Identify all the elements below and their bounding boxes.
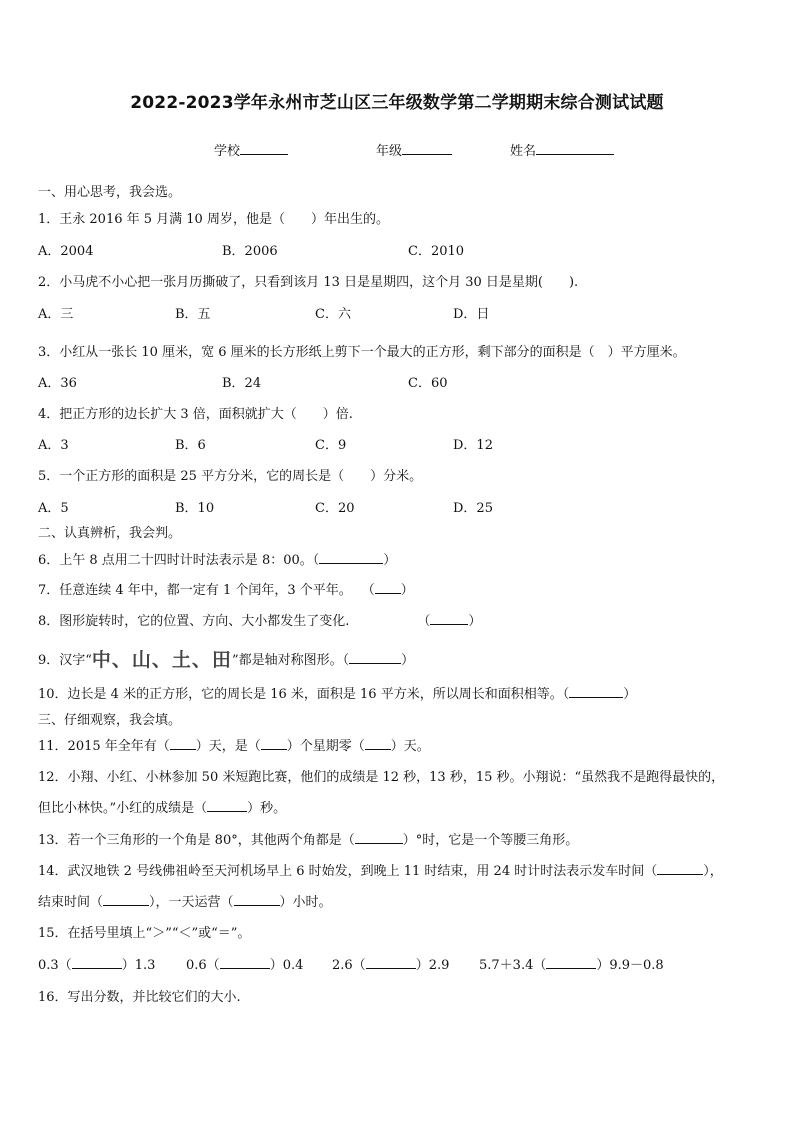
q2-option-a[interactable]: A．三 xyxy=(38,307,74,322)
question-13-part-1: 13．若一个三角形的一个角是 80°，其他两个角都是（ xyxy=(38,833,355,848)
q14-blank-hours[interactable] xyxy=(234,893,280,906)
q3-option-b[interactable]: B．24 xyxy=(222,376,262,391)
q5-option-b[interactable]: B．10 xyxy=(175,501,215,516)
q15-item-4: 5.7＋3.4（ ）9.9－0.8 xyxy=(479,958,664,973)
q4-option-a[interactable]: A．3 xyxy=(38,438,69,453)
q1-option-b[interactable]: B．2006 xyxy=(222,244,278,259)
q12-answer-blank[interactable] xyxy=(207,799,247,812)
q1-option-c[interactable]: C．2010 xyxy=(408,244,465,259)
question-14-part-4: ），一天运营（ xyxy=(149,895,234,910)
question-7-text: 7．任意连续 4 年中，都一定有 1 个闰年，3 个平年。 xyxy=(38,583,352,598)
grade-field xyxy=(376,140,452,159)
section-1-heading: 一、用心思考，我会选。 xyxy=(38,185,182,200)
question-11-part-4: ）天。 xyxy=(390,739,430,754)
question-8-text: 8．图形旋转时，它的位置、方向、大小都发生了变化. xyxy=(38,614,350,629)
question-3: 3．小红从一张长 10 厘米，宽 6 厘米的长方形纸上剪下一个最大的正方形，剩下部分的面积是（ ）平方厘米。 xyxy=(38,345,686,360)
question-16: 16．写出分数，并比较它们的大小. xyxy=(38,990,241,1005)
question-12-part-2: ）秒。 xyxy=(247,801,287,816)
question-11 xyxy=(38,735,430,754)
name-field xyxy=(510,140,614,159)
q14-blank-start-time[interactable] xyxy=(657,862,703,875)
grade-label: 年级 xyxy=(376,144,403,159)
q2-option-b[interactable]: B．五 xyxy=(175,307,211,322)
q2-option-c[interactable]: C．六 xyxy=(315,307,351,322)
question-9: 9．汉字“中、山、土、田”都是轴对称图形。（ ） xyxy=(38,649,415,671)
q15-item-2: 0.6（ ）0.4 xyxy=(186,958,304,973)
q5-option-a[interactable]: A．5 xyxy=(38,501,69,516)
q15-blank-1[interactable] xyxy=(72,956,122,969)
school-label: 学校 xyxy=(214,144,241,159)
question-14-line-1 xyxy=(38,860,723,879)
question-12-line-2 xyxy=(38,797,286,816)
page-title: 2022-2023学年永州市芝山区三年级数学第二学期期末综合测试试题 xyxy=(130,93,664,113)
question-15: 15．在括号里填上“＞”“＜”或“＝”。 xyxy=(38,926,251,941)
section-3-heading: 三、仔细观察，我会填。 xyxy=(38,713,182,728)
question-6-text: 6．上午 8 点用二十四时计时法表示是 8：00。 xyxy=(38,553,313,568)
q4-option-b[interactable]: B．6 xyxy=(175,438,206,453)
name-blank[interactable] xyxy=(536,140,614,155)
question-14-part-5: ）小时。 xyxy=(279,895,332,910)
question-10-text: 10．边长是 4 米的正方形，它的周长是 16 米，面积是 16 平方米，所以周长和面积相等。 xyxy=(38,687,563,702)
q15-blank-4[interactable] xyxy=(546,956,596,969)
question-7: 7．任意连续 4 年中，都一定有 1 个闰年，3 个平年。 （ ） xyxy=(38,583,414,598)
question-2: 2．小马虎不小心把一张月历撕破了，只看到该月 13 日是星期四，这个月 30 日是星期( ). xyxy=(38,275,579,290)
q3-option-c[interactable]: C．60 xyxy=(408,376,448,391)
question-14-part-2: ）， xyxy=(703,864,723,879)
question-11-part-1: 11．2015 年全年有（ xyxy=(38,739,170,754)
q11-blank-weeks[interactable] xyxy=(261,737,287,750)
q3-option-a[interactable]: A．36 xyxy=(38,376,77,391)
question-12-line-1: 12．小翔、小红、小林参加 50 米短跑比赛，他们的成绩是 12 秒，13 秒，15 秒。小翔说：“虽然我不是跑得最快的， xyxy=(38,770,725,785)
q10-answer-blank[interactable] xyxy=(569,685,623,698)
q2-option-d[interactable]: D．日 xyxy=(453,307,490,322)
question-11-part-3: ）个星期零（ xyxy=(286,739,365,754)
question-13 xyxy=(38,829,578,848)
name-label: 姓名 xyxy=(510,144,537,159)
question-9-suffix: ”都是轴对称图形。 xyxy=(231,653,343,668)
question-12-part-1: 但比小林快。”小红的成绩是（ xyxy=(38,801,208,816)
q7-answer-blank[interactable] xyxy=(375,581,401,594)
question-5: 5．一个正方形的面积是 25 平方分米，它的周长是（ ）分米。 xyxy=(38,469,423,484)
question-10: 10．边长是 4 米的正方形，它的周长是 16 米，面积是 16 平方米，所以周长和面积相等。（ ） xyxy=(38,687,637,702)
grade-blank[interactable] xyxy=(402,140,452,155)
question-6: 6．上午 8 点用二十四时计时法表示是 8：00。（ ） xyxy=(38,553,397,568)
question-1: 1．王永 2016 年 5 月满 10 周岁，他是（ ）年出生的。 xyxy=(38,212,389,227)
q5-option-d[interactable]: D．25 xyxy=(453,501,493,516)
q9-chinese-characters: 中、山、土、田 xyxy=(91,649,232,671)
q15-item-3: 2.6（ ）2.9 xyxy=(332,958,450,973)
q4-option-d[interactable]: D．12 xyxy=(453,438,493,453)
q1-option-a[interactable]: A．2004 xyxy=(38,244,94,259)
question-4: 4．把正方形的边长扩大 3 倍，面积就扩大（ ）倍. xyxy=(38,407,353,422)
section-2-heading: 二、认真辨析，我会判。 xyxy=(38,526,182,541)
q13-answer-blank[interactable] xyxy=(355,831,403,844)
question-14-part-1: 14．武汉地铁 2 号线佛祖岭至天河机场早上 6 时始发，到晚上 11 时结束，用 24 时计时法表示发车时间（ xyxy=(38,864,658,879)
question-9-prefix: 9．汉字“ xyxy=(38,653,92,668)
question-14-line-2 xyxy=(38,891,332,910)
question-14-part-3: 结束时间（ xyxy=(38,895,104,910)
question-11-part-2: ）天，是（ xyxy=(195,739,261,754)
q11-blank-days[interactable] xyxy=(170,737,196,750)
school-blank[interactable] xyxy=(240,140,288,155)
question-8: 8．图形旋转时，它的位置、方向、大小都发生了变化. （ ） xyxy=(38,614,482,629)
q5-option-c[interactable]: C．20 xyxy=(315,501,355,516)
q4-option-c[interactable]: C．9 xyxy=(315,438,347,453)
q8-answer-blank[interactable] xyxy=(430,612,468,625)
q14-blank-end-time[interactable] xyxy=(103,893,149,906)
question-13-part-2: ）°时，它是一个等腰三角形。 xyxy=(402,833,579,848)
school-field xyxy=(214,140,288,159)
q15-blank-2[interactable] xyxy=(220,956,270,969)
q6-answer-blank[interactable] xyxy=(319,551,383,564)
q9-answer-blank[interactable] xyxy=(349,651,401,664)
q15-blank-3[interactable] xyxy=(366,956,416,969)
q11-blank-remainder[interactable] xyxy=(365,737,391,750)
q15-item-1: 0.3（ ）1.3 xyxy=(38,958,156,973)
